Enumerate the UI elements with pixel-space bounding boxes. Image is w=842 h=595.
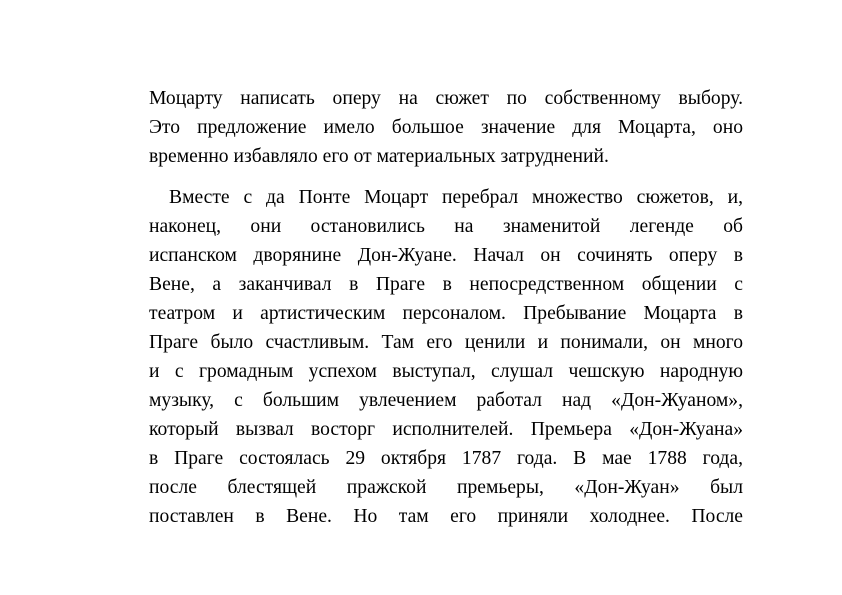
text-line: в Праге состоялась 29 октября 1787 года. В мае 1788 года, [149,448,743,469]
body-text [149,84,743,531]
text-line: Вене, а заканчивал в Праге в непосредственном общении с [149,274,743,295]
text-line: после блестящей пражской премьеры, «Дон-Жуан» был [149,477,743,498]
text-line: наконец, они остановились на знаменитой легенде об [149,216,743,237]
text-line: и с громадным успехом выступал, слушал чешскую народную [149,361,743,382]
paragraph-2 [149,183,743,531]
text-line: Вместе с да Понте Моцарт перебрал множество сюжетов, и, [169,187,743,208]
text-line: Праге было счастливым. Там его ценили и понимали, он много [149,332,743,353]
text-line: музыку, с большим увлечением работал над «Дон-Жуаном», [149,390,743,411]
paragraph-1 [149,84,743,171]
text-line: испанском дворянине Дон-Жуане. Начал он сочинять оперу в [149,245,743,266]
text-line: театром и артистическим персоналом. Пребывание Моцарта в [149,303,743,324]
text-line: Моцарту написать оперу на сюжет по собственному выбору. [149,88,743,109]
text-line: Это предложение имело большое значение для Моцарта, оно [149,117,743,138]
text-line: временно избавляло его от материальных затруднений. [149,146,609,167]
paragraph-spacing [149,171,743,183]
text-line: который вызвал восторг исполнителей. Премьера «Дон-Жуана» [149,419,743,440]
text-line: поставлен в Вене. Но там его приняли холоднее. После [149,506,743,527]
